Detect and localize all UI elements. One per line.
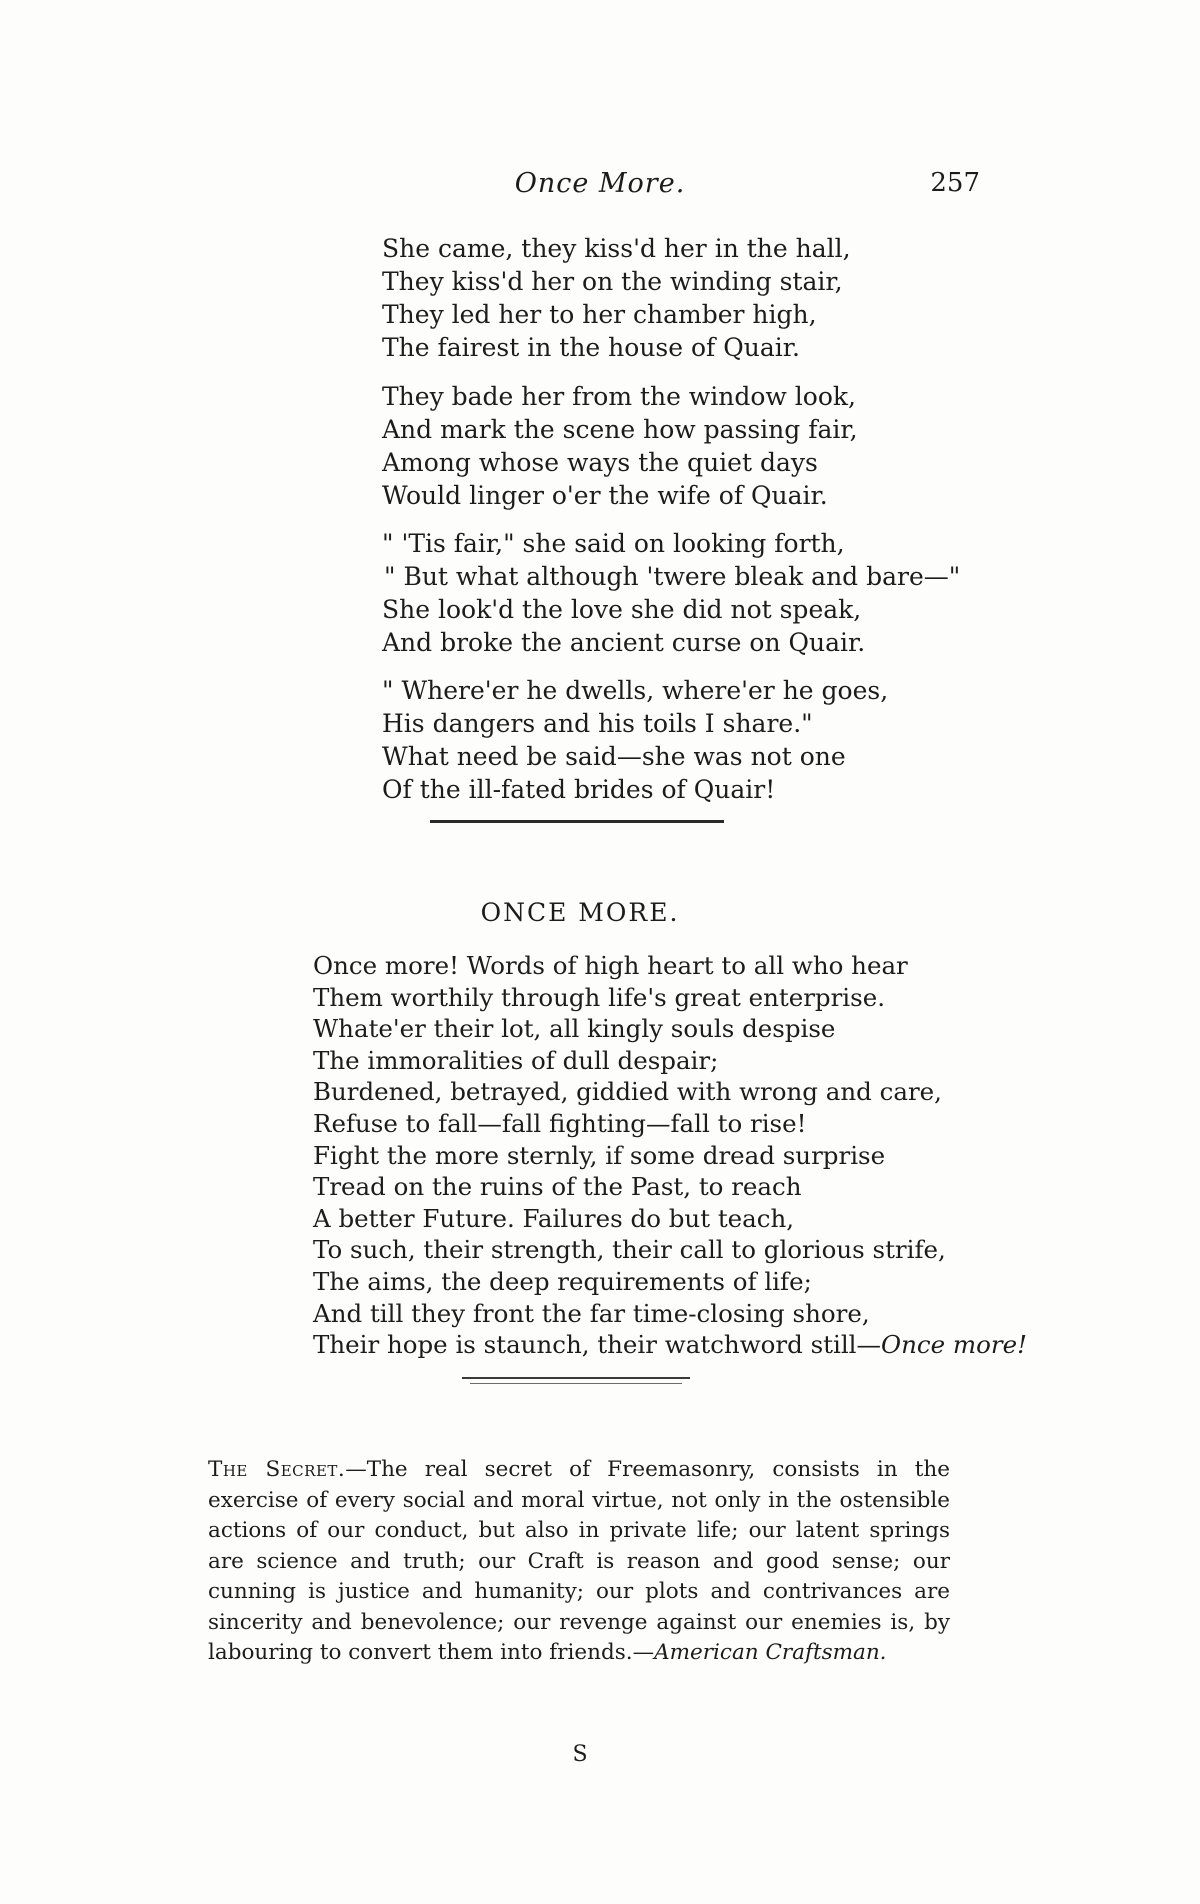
verse-line: They led her to her chamber high, bbox=[382, 300, 817, 329]
article-paragraph bbox=[208, 1455, 950, 1669]
verse-line: A better Future. Failures do but teach, bbox=[313, 1203, 795, 1233]
verse-line-final bbox=[313, 1329, 1027, 1361]
verse-line: Once more! Words of high heart to all who hear bbox=[313, 951, 908, 980]
final-line-text: Their hope is staunch, their watchword still— bbox=[313, 1330, 882, 1360]
verse-line: Burdened, betrayed, giddied with wrong and care, bbox=[313, 1077, 942, 1107]
ballad-stanza-1 bbox=[382, 232, 851, 364]
article-body: —The real secret of Freemasonry, consists in the exercise of every social and moral virtue, not only in the ostensible actions of our conduct, but also in private life; our latent springs are science and truth; our Craft is reason and good sense; our cunning is justice and humanity; our plots and contrivances are sincerity and benevolence; our revenge against our enemies is, by labouring to convert them into friends.— bbox=[208, 1457, 950, 1665]
ballad-stanza-3 bbox=[382, 527, 960, 659]
verse-line: They kiss'd her on the winding stair, bbox=[382, 267, 843, 296]
signature-mark: S bbox=[572, 1742, 588, 1767]
poem-title: ONCE MORE. bbox=[480, 898, 680, 927]
sonnet bbox=[313, 950, 1027, 1361]
verse-line: They bade her from the window look, bbox=[382, 382, 856, 411]
verse-line: And till they front the far time-closing shore, bbox=[313, 1298, 870, 1328]
verse-line: The aims, the deep requirements of life; bbox=[313, 1266, 812, 1296]
section-divider bbox=[430, 820, 724, 823]
final-line-italic: Once more! bbox=[881, 1330, 1027, 1360]
verse-line: Refuse to fall—fall fighting—fall to rise! bbox=[313, 1108, 807, 1138]
ballad-stanza-2 bbox=[382, 380, 858, 512]
section-divider bbox=[470, 1383, 682, 1384]
verse-line: Tread on the ruins of the Past, to reach bbox=[313, 1172, 802, 1202]
verse-line: Whate'er their lot, all kingly souls despise bbox=[313, 1014, 836, 1044]
verse-line: His dangers and his toils I share." bbox=[382, 709, 813, 738]
verse-line: " Where'er he dwells, where'er he goes, bbox=[382, 676, 889, 705]
verse-line: And mark the scene how passing fair, bbox=[382, 415, 858, 444]
ballad-stanza-4 bbox=[382, 674, 888, 806]
verse-line: She look'd the love she did not speak, bbox=[382, 595, 862, 624]
verse-line: Among whose ways the quiet days bbox=[382, 448, 818, 477]
verse-line: Them worthily through life's great enterprise. bbox=[313, 982, 886, 1012]
running-head bbox=[0, 168, 1200, 212]
section-divider bbox=[462, 1377, 690, 1379]
article-heading: The Secret. bbox=[208, 1457, 346, 1482]
page-number: 257 bbox=[930, 168, 980, 198]
verse-line: She came, they kiss'd her in the hall, bbox=[382, 234, 851, 263]
verse-line: To such, their strength, their call to glorious strife, bbox=[313, 1235, 946, 1265]
verse-line: Would linger o'er the wife of Quair. bbox=[382, 481, 828, 510]
verse-line: " But what although 'twere bleak and bare—" bbox=[384, 562, 961, 591]
running-title: Once More. bbox=[514, 168, 686, 199]
verse-line: The immoralities of dull despair; bbox=[313, 1045, 719, 1075]
verse-line: " 'Tis fair," she said on looking forth, bbox=[382, 529, 845, 558]
verse-line: What need be said—she was not one bbox=[382, 742, 846, 771]
verse-line: The fairest in the house of Quair. bbox=[382, 333, 800, 362]
verse-line: Fight the more sternly, if some dread surprise bbox=[313, 1140, 886, 1170]
article-source: American Craftsman. bbox=[654, 1640, 887, 1665]
verse-line: Of the ill-fated brides of Quair! bbox=[382, 775, 776, 804]
verse-line: And broke the ancient curse on Quair. bbox=[382, 628, 866, 657]
